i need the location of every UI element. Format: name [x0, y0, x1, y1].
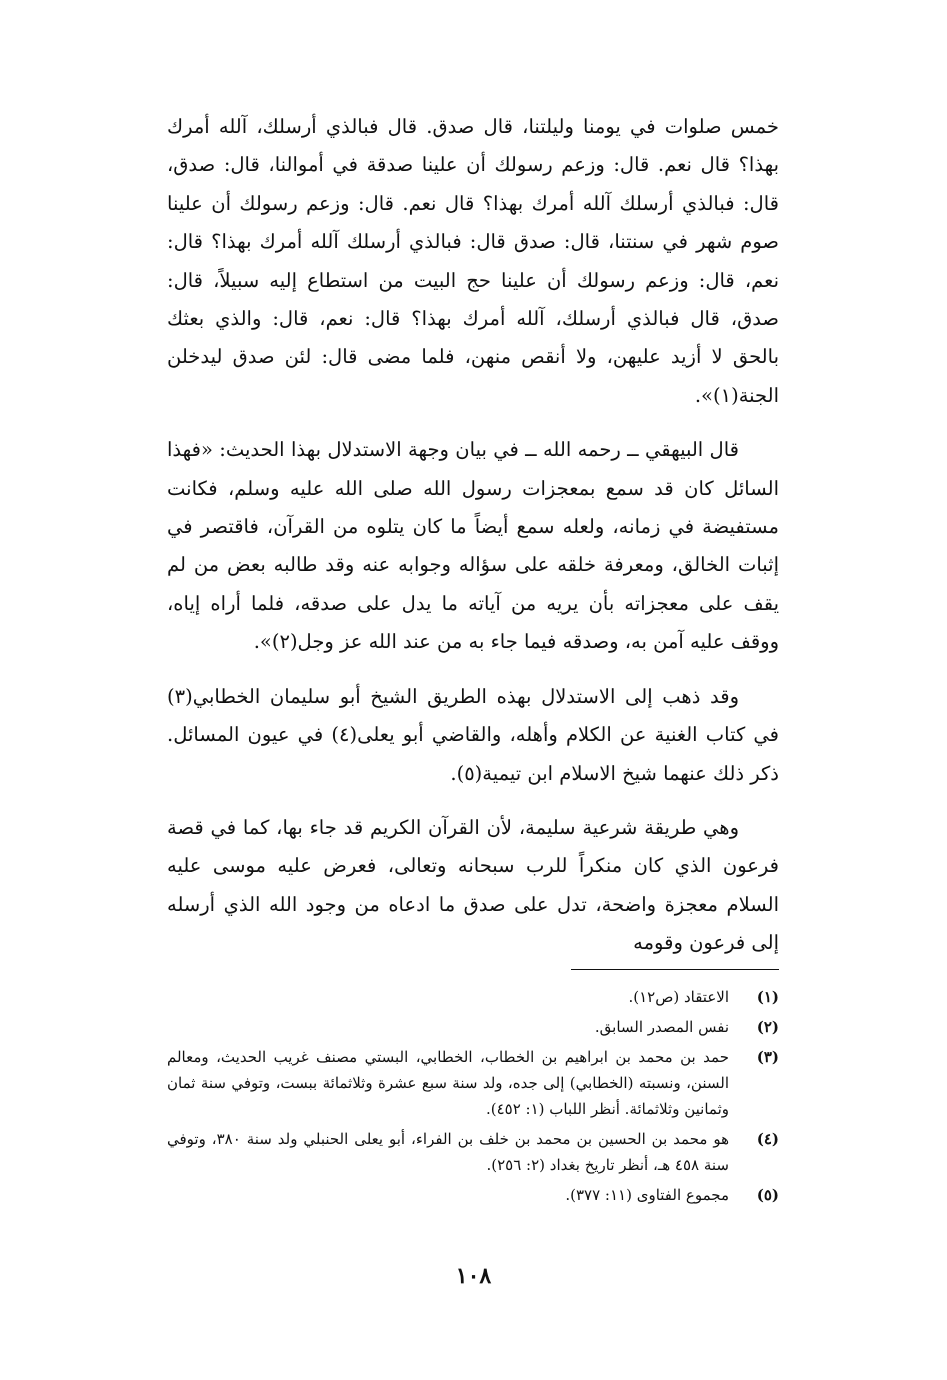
paragraph-4: وهي طريقة شرعية سليمة، لأن القرآن الكريم قد جاء بها، كما في قصة فرعون الذي كان منكراً للرب سبحانه وتعالى، فعرض عليه موسى عليه السلام معجزة واضحة، تدل على صدق ما ادعاه من وجود الله الذي أرسله إلى فرعون وقومه [167, 815, 779, 955]
footnote-number: (١) [756, 988, 779, 1006]
footnote-number: (٢) [756, 1018, 779, 1036]
paragraph-1: خمس صلوات في يومنا وليلتنا، قال صدق. قال فبالذي أرسلك، آلله أمرك بهذا؟ قال نعم. قال: وزعم رسولك أن علينا صدقة في أموالنا، قال: صدق، قال: فبالذي أرسلك آلله أمرك بهذا؟ قال نعم. قال: وزعم رسولك أن علينا صوم شهر في سنتنا، قال: صدق قال: فبالذي أرسلك آلله أمرك بهذا؟ قال: نعم، قال: وزعم رسولك أن علينا حج البيت من استطاع إليه سبيلاً، قال: صدق، قال فبالذي أرسلك، آلله أمرك بهذا؟ قال: نعم، قال: والذي بعثك بالحق لا أزيد عليهن، ولا أنقص منهن، فلما مضى قال: لئن صدق ليدخلن الجنة(١)». [167, 115, 779, 407]
footnote-number: (٣) [756, 1048, 779, 1066]
footnote [167, 1182, 779, 1208]
footnote-text: مجموع الفتاوى (١١: ٣٧٧). [565, 1186, 729, 1204]
footnote-number: (٤) [756, 1130, 779, 1148]
page-number: ١٠٨ [455, 1263, 492, 1289]
footnote [167, 1044, 779, 1122]
footnote [167, 984, 779, 1010]
footnote-number: (٥) [756, 1186, 779, 1204]
footnote-separator [571, 969, 779, 970]
footnote-text: حمد بن محمد بن ابراهيم بن الخطاب، الخطابي، البستي مصنف غريب الحديث، ومعالم السنن، ونسبته (الخطابي) إلى جده، ولد سنة سبع عشرة وثلاثمائة ببست، وتوفي سنة ثمان وثمانين وثلاثمائة. أنظر اللباب (١: ٤٥٢). [167, 1048, 729, 1118]
paragraph-3: وقد ذهب إلى الاستدلال بهذه الطريق الشيخ أبو سليمان الخطابي(٣) في كتاب الغنية عن الكلام وأهله، والقاضي أبو يعلى(٤) في عيون المسائل. ذكر ذلك عنهما شيخ الاسلام ابن تيمية(٥). [167, 684, 779, 785]
footnote [167, 1014, 779, 1040]
paragraph-2: قال البيهقي ــ رحمه الله ــ في بيان وجهة الاستدلال بهذا الحديث: «فهذا السائل كان قد سمع بمعجزات رسول الله صلى الله عليه وسلم، فكانت مستفيضة في زمانه، ولعله سمع أيضاً ما كان يتلوه من القرآن، فاقتصر في إثبات الخالق، ومعرفة خلقه على سؤاله وجوابه عنه وقد طالبه بعض من لم يقف على معجزاته بأن يريه من آياته ما يدل على صدقه، فلما أراه إياه، ووقف عليه آمن به، وصدقه فيما جاء به من عند الله عز وجل(٢)». [167, 438, 779, 654]
footnote-text: هو محمد بن الحسين بن محمد بن خلف بن الفراء، أبو يعلى الحنبلي ولد سنة ٣٨٠، وتوفي سنة ٤٥٨ هـ، أنظر تاريخ بغداد (٢: ٢٥٦). [167, 1130, 729, 1174]
main-text [167, 108, 779, 979]
footnote-text: نفس المصدر السابق. [594, 1018, 729, 1036]
footnotes [167, 984, 779, 1212]
footnote [167, 1126, 779, 1178]
footnote-text: الاعتقاد (ص١٢). [628, 988, 729, 1006]
